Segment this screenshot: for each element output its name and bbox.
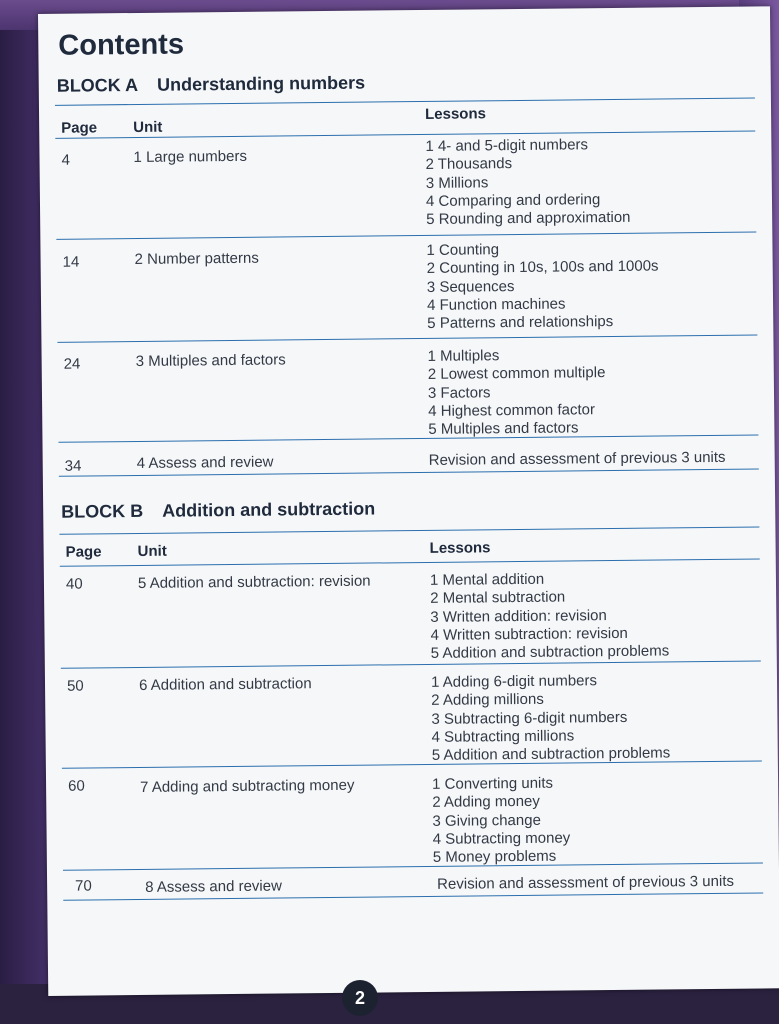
lesson-item: 4 Written subtraction: revision xyxy=(430,624,628,644)
lesson-item: 3 Millions xyxy=(425,173,489,192)
lesson-item: 4 Function machines xyxy=(426,295,566,314)
lesson-item: 5 Multiples and factors xyxy=(428,419,579,439)
lesson-item: 3 Written addition: revision xyxy=(430,606,607,626)
block-b-name: Addition and subtraction xyxy=(162,498,376,521)
lesson-item: 3 Giving change xyxy=(432,811,541,830)
lesson-item: 5 Money problems xyxy=(432,847,557,867)
lesson-item: 5 Addition and subtraction problems xyxy=(431,744,671,765)
lesson-item: 2 Counting in 10s, 100s and 1000s xyxy=(426,257,659,278)
unit-8-page: 70 xyxy=(75,877,92,895)
unit-3-title: 3 Multiples and factors xyxy=(135,351,286,370)
unit-1-lessons xyxy=(425,136,630,230)
block-a-name: Understanding numbers xyxy=(156,72,366,95)
contents-page xyxy=(38,6,779,996)
divider xyxy=(59,526,759,534)
lesson-item: Revision and assessment of previous 3 units xyxy=(437,872,735,893)
divider xyxy=(57,334,757,342)
lesson-item: 3 Factors xyxy=(427,383,491,402)
unit-8-title: 8 Assess and review xyxy=(145,877,282,896)
divider xyxy=(55,97,755,105)
page-title: Contents xyxy=(58,28,185,62)
unit-6-lessons xyxy=(431,671,670,765)
divider xyxy=(61,660,761,668)
unit-1-title: 1 Large numbers xyxy=(133,147,247,167)
block-a-heading xyxy=(57,73,366,97)
lesson-item: 3 Sequences xyxy=(426,277,515,296)
lesson-item: 2 Lowest common multiple xyxy=(427,364,606,384)
unit-6-page: 50 xyxy=(66,677,84,695)
lesson-item: 4 Highest common factor xyxy=(428,401,596,420)
col-head-page: Page xyxy=(65,543,102,561)
lesson-item: 1 Mental addition xyxy=(429,570,545,589)
col-head-unit: Unit xyxy=(133,118,163,137)
divider xyxy=(56,231,756,239)
divider xyxy=(63,862,763,870)
divider xyxy=(60,558,760,566)
unit-2-page: 14 xyxy=(62,253,80,271)
lesson-item: 2 Thousands xyxy=(425,155,513,174)
unit-5-lessons xyxy=(430,569,669,663)
unit-7-title: 7 Adding and subtracting money xyxy=(140,776,355,796)
lesson-item: 4 Subtracting money xyxy=(432,829,571,848)
col-head-lessons: Lessons xyxy=(424,105,487,123)
lesson-item: 5 Rounding and approximation xyxy=(426,208,631,229)
unit-2-lessons xyxy=(426,240,659,334)
block-a-code: BLOCK A xyxy=(56,74,139,96)
lesson-item: 4 Comparing and ordering xyxy=(425,191,601,210)
lesson-item: 2 Adding millions xyxy=(431,691,544,710)
lesson-item: 5 Addition and subtraction problems xyxy=(430,642,670,663)
lesson-item: 4 Subtracting millions xyxy=(431,727,575,746)
lesson-item: Revision and assessment of previous 3 units xyxy=(428,448,726,469)
unit-7-lessons xyxy=(432,774,571,867)
divider xyxy=(62,760,762,768)
unit-3-lessons xyxy=(428,346,607,439)
unit-7-page: 60 xyxy=(67,777,85,795)
unit-4-lessons xyxy=(429,449,726,470)
lesson-item: 3 Subtracting 6-digit numbers xyxy=(431,708,628,728)
lesson-item: 1 Multiples xyxy=(427,347,500,365)
lesson-item: 1 Adding 6-digit numbers xyxy=(430,672,598,691)
col-head-page: Page xyxy=(61,119,98,137)
unit-3-page: 24 xyxy=(63,355,81,373)
col-head-unit: Unit xyxy=(137,542,167,560)
lesson-item: 1 Converting units xyxy=(432,774,554,793)
unit-8-lessons xyxy=(437,873,734,894)
page-number-badge: 2 xyxy=(342,980,378,1016)
unit-1-page: 4 xyxy=(61,151,70,169)
lesson-item: 2 Mental subtraction xyxy=(430,588,566,608)
block-b-heading xyxy=(61,498,375,522)
lesson-item: 1 Counting xyxy=(426,241,500,259)
unit-6-title: 6 Addition and subtraction xyxy=(138,675,312,694)
unit-4-title: 4 Assess and review xyxy=(136,453,274,472)
lesson-item: 2 Adding money xyxy=(432,793,540,812)
lesson-item: 5 Patterns and relationships xyxy=(427,313,614,333)
col-head-lessons: Lessons xyxy=(429,539,491,557)
divider xyxy=(58,434,758,442)
unit-2-title: 2 Number patterns xyxy=(134,249,259,269)
block-b-code: BLOCK B xyxy=(61,500,144,522)
unit-5-title: 5 Addition and subtraction: revision xyxy=(137,572,371,592)
lesson-item: 1 4- and 5-digit numbers xyxy=(425,136,589,155)
unit-4-page: 34 xyxy=(64,457,82,475)
unit-5-page: 40 xyxy=(65,575,83,593)
